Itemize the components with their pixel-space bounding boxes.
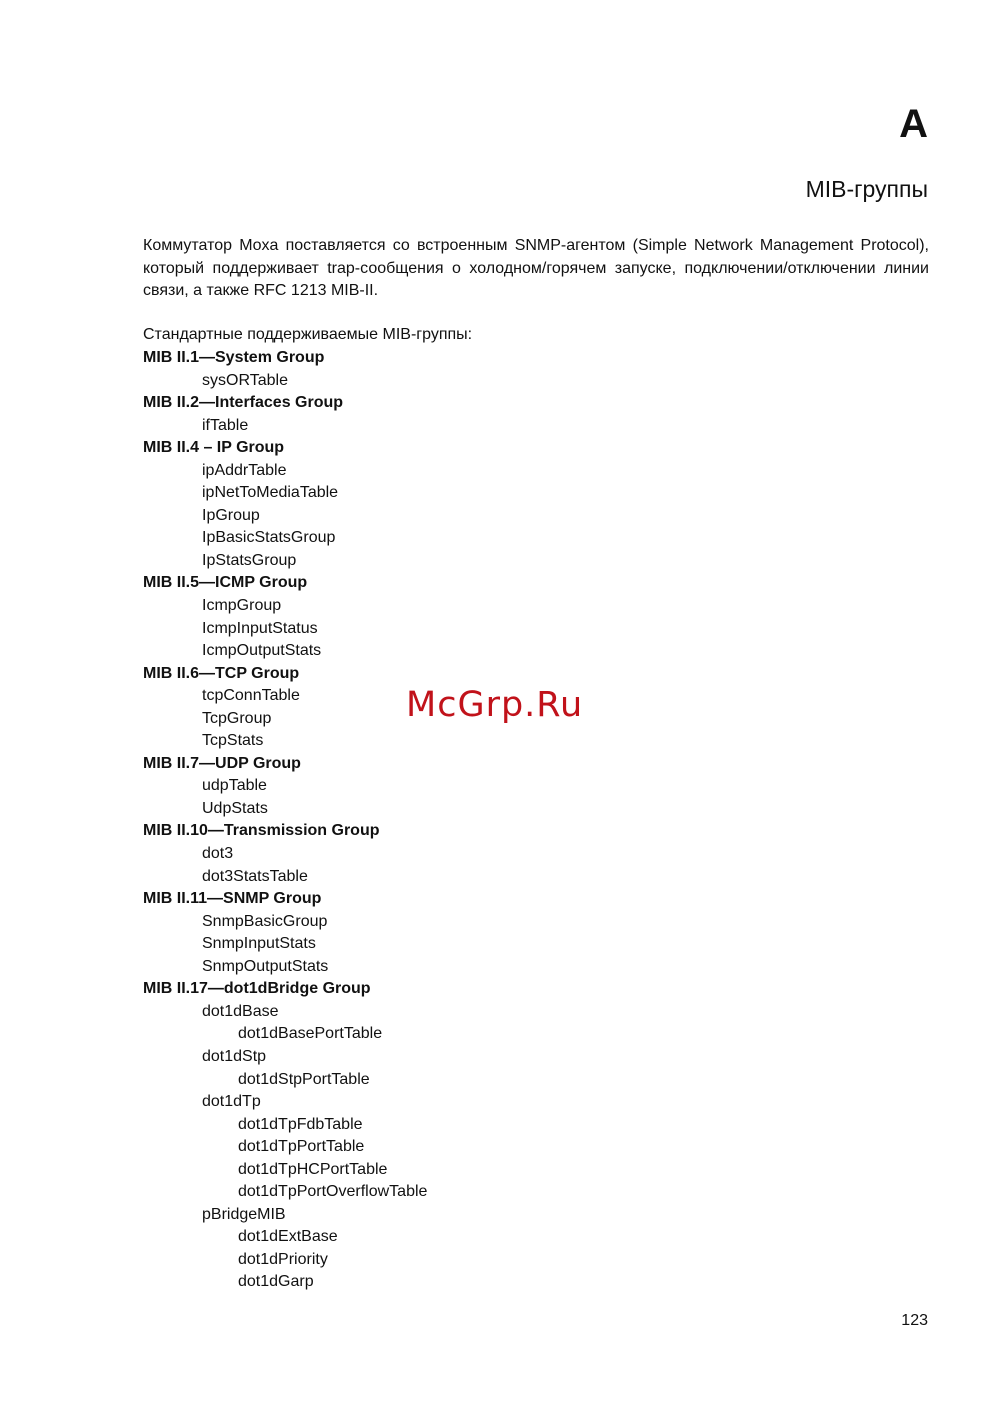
mib-group-title: MIB II.1—System Group <box>143 349 325 366</box>
mib-item: udpTable <box>202 777 267 795</box>
mib-subitem: dot1dTpFdbTable <box>238 1115 363 1133</box>
mib-item: IcmpOutputStats <box>202 642 322 660</box>
mib-subitem: dot1dBasePortTable <box>238 1025 383 1043</box>
list-intro: Стандартные поддерживаемые MIB-группы: <box>143 326 473 343</box>
mib-item: IpGroup <box>202 506 260 524</box>
mib-subitem: dot1dStpPortTable <box>238 1070 370 1088</box>
mib-group-title: MIB II.11—SNMP Group <box>143 890 322 908</box>
mib-item: dot3StatsTable <box>202 867 308 885</box>
mib-item: IcmpInputStatus <box>202 619 318 637</box>
chapter-title: MIB-группы <box>805 176 928 202</box>
mib-group-title: MIB II.5—ICMP Group <box>143 574 308 592</box>
mib-subitem: dot1dGarp <box>238 1273 314 1291</box>
mib-item: dot1dBase <box>202 1002 279 1020</box>
mib-item: ifTable <box>202 416 249 434</box>
mib-subitem: dot1dExtBase <box>238 1228 338 1246</box>
mib-group-title: MIB II.17—dot1dBridge Group <box>143 980 371 998</box>
mib-subitem: dot1dTpPortTable <box>238 1138 365 1156</box>
mib-item: TcpStats <box>202 732 264 750</box>
mib-group-title: MIB II.7—UDP Group <box>143 754 301 772</box>
intro-paragraph: Коммутатор Moxa поставляется со встроенным SNMP-агентом (Simple Network Management Protocol), который поддерживает trap-сообщения о холодном/горячем запуске, подключении/отключении линии связи, а также RFC 1213 MIB-II. <box>143 237 929 299</box>
mib-item: dot3 <box>202 845 234 863</box>
mib-group-title: MIB II.4 – IP Group <box>143 439 285 457</box>
mib-group-list <box>143 347 843 1294</box>
mib-subitem: dot1dTpHCPortTable <box>238 1160 388 1178</box>
mib-item: SnmpBasicGroup <box>202 912 328 930</box>
mib-group-title: MIB II.2—Interfaces Group <box>143 394 344 412</box>
mib-item: ipAddrTable <box>202 461 287 479</box>
mib-item: IcmpGroup <box>202 597 282 615</box>
chapter-letter: A <box>899 102 928 146</box>
mib-item: dot1dTp <box>202 1093 261 1111</box>
mib-item: IpBasicStatsGroup <box>202 529 336 547</box>
mib-group-title: MIB II.6—TCP Group <box>143 664 300 682</box>
mib-subitem: dot1dPriority <box>238 1250 328 1268</box>
mib-item: sysORTable <box>202 371 288 389</box>
page-number: 123 <box>901 1312 928 1329</box>
mib-item: SnmpInputStats <box>202 935 316 953</box>
mib-item: IpStatsGroup <box>202 551 297 569</box>
mib-item: SnmpOutputStats <box>202 957 329 975</box>
mib-item: dot1dStp <box>202 1047 267 1065</box>
mib-item: ipNetToMediaTable <box>202 484 339 502</box>
mib-item: UdpStats <box>202 799 268 817</box>
mib-item: TcpGroup <box>202 709 272 727</box>
watermark: McGrp.Ru <box>406 685 584 725</box>
mib-item: tcpConnTable <box>202 687 300 705</box>
mib-item: pBridgeMIB <box>202 1205 286 1223</box>
mib-group-title: MIB II.10—Transmission Group <box>143 822 380 840</box>
mib-subitem: dot1dTpPortOverflowTable <box>238 1183 428 1201</box>
